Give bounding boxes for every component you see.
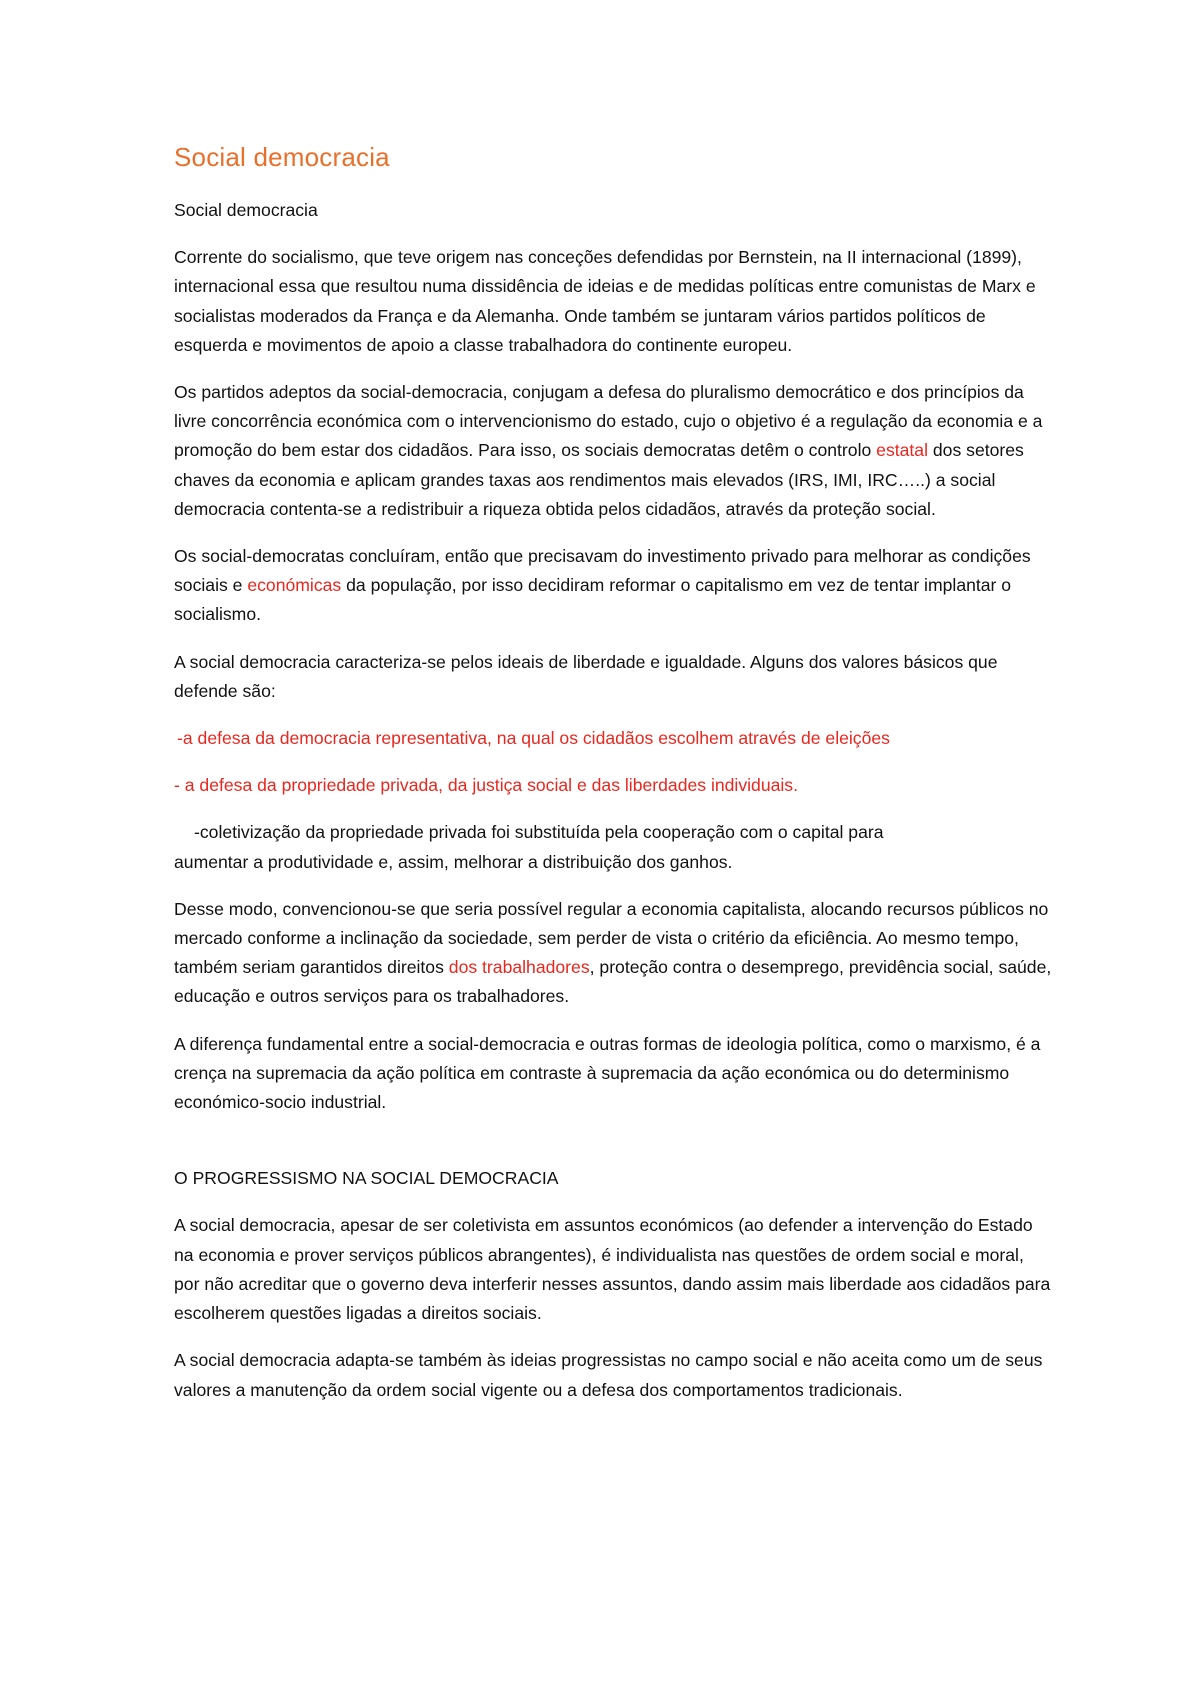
paragraph-conclusion [174,542,1054,630]
paragraph-regulation [174,895,1054,1012]
paragraph-conclusion-text-a: Os social-democratas concluíram, então que precisavam do investimento privado para melhorar as condições sociais e [174,546,1031,596]
bullet-representative-democracy: -a defesa da democracia representativa, na qual os cidadãos escolhem através de eleições [177,728,890,749]
paragraph-origin: Corrente do socialismo, que teve origem nas conceções defendidas por Bernstein, na II internacional (1899), internacional essa que resultou numa dissidência de ideias e de medidas políticas entre comunistas de Marx e socialistas moderados da França e da Alemanha. Onde também se juntaram vários partidos políticos de esquerda e movimentos de apoio a classe trabalhadora do continente europeu. [174,247,1036,355]
paragraph-values: A social democracia caracteriza-se pelos ideais de liberdade e igualdade. Alguns dos valores básicos que defende são: [174,651,998,701]
paragraph-regulation-text-a: Desse modo, convencionou-se que seria possível regular a economia capitalista, alocando recursos públicos no mercado conforme a inclinação da sociedade, sem perder de vista o critério da eficiência. Ao mesmo tempo, também seriam garantidos direitos [174,898,1049,978]
section-heading-progressivism: O PROGRESSISMO NA SOCIAL DEMOCRACIA [174,1168,559,1189]
paragraph-collectivization [174,818,1054,876]
highlight-estatal: estatal [876,440,928,461]
paragraph-parties-text-b: dos setores chaves da economia e aplicam grandes taxas aos rendimentos mais elevados (IRS, IMI, IRC…..) a social democracia contenta-se a redistribuir a riqueza obtida pelos cidadãos, através da proteção social. [174,440,1024,519]
bullet-private-property: - a defesa da propriedade privada, da justiça social e das liberdades individuais. [174,775,798,796]
paragraph-parties [174,378,1054,524]
paragraph-collectivization-rest: aumentar a produtividade e, assim, melhorar a distribuição dos ganhos. [174,851,733,872]
paragraph-regulation-text-b: , proteção contra o desemprego, previdência social, saúde, educação e outros serviços para os trabalhadores. [174,957,1052,1007]
highlight-economicas: económicas [247,575,342,596]
highlight-dos-trabalhadores: dos trabalhadores [448,957,590,978]
document-body [174,196,1054,1423]
document-title: Social democracia [174,142,390,172]
document-subtitle: Social democracia [174,200,318,220]
paragraph-conclusion-text-b: da população, por isso decidiram reformar o capitalismo em vez de tentar implantar o socialismo. [174,575,1012,625]
paragraph-difference: A diferença fundamental entre a social-democracia e outras formas de ideologia política, como o marxismo, é a crença na supremacia da ação política em contraste à supremacia da ação económica ou do determinismo económico-socio industrial. [174,1033,1041,1113]
paragraph-individualism: A social democracia, apesar de ser coletivista em assuntos económicos (ao defender a intervenção do Estado na economia e prover serviços públicos abrangentes), é individualista nas questões de ordem social e moral, por não acreditar que o governo deva interferir nesses assuntos, dando assim mais liberdade aos cidadãos para escolherem questões ligadas a direitos sociais. [174,1215,1051,1324]
paragraph-progressive-ideas: A social democracia adapta-se também às ideias progressistas no campo social e não aceita como um de seus valores a manutenção da ordem social vigente ou a defesa dos comportamentos tradicionais. [174,1350,1043,1400]
paragraph-collectivization-first-line: -coletivização da propriedade privada foi substituída pela cooperação com o capital para [194,822,884,843]
paragraph-parties-text-a: Os partidos adeptos da social-democracia, conjugam a defesa do pluralismo democrático e dos princípios da livre concorrência económica com o intervencionismo do estado, cujo o objetivo é a regulação da economia e a promoção do bem estar dos cidadãos. Para isso, os sociais democratas detêm o controlo [174,382,1043,461]
